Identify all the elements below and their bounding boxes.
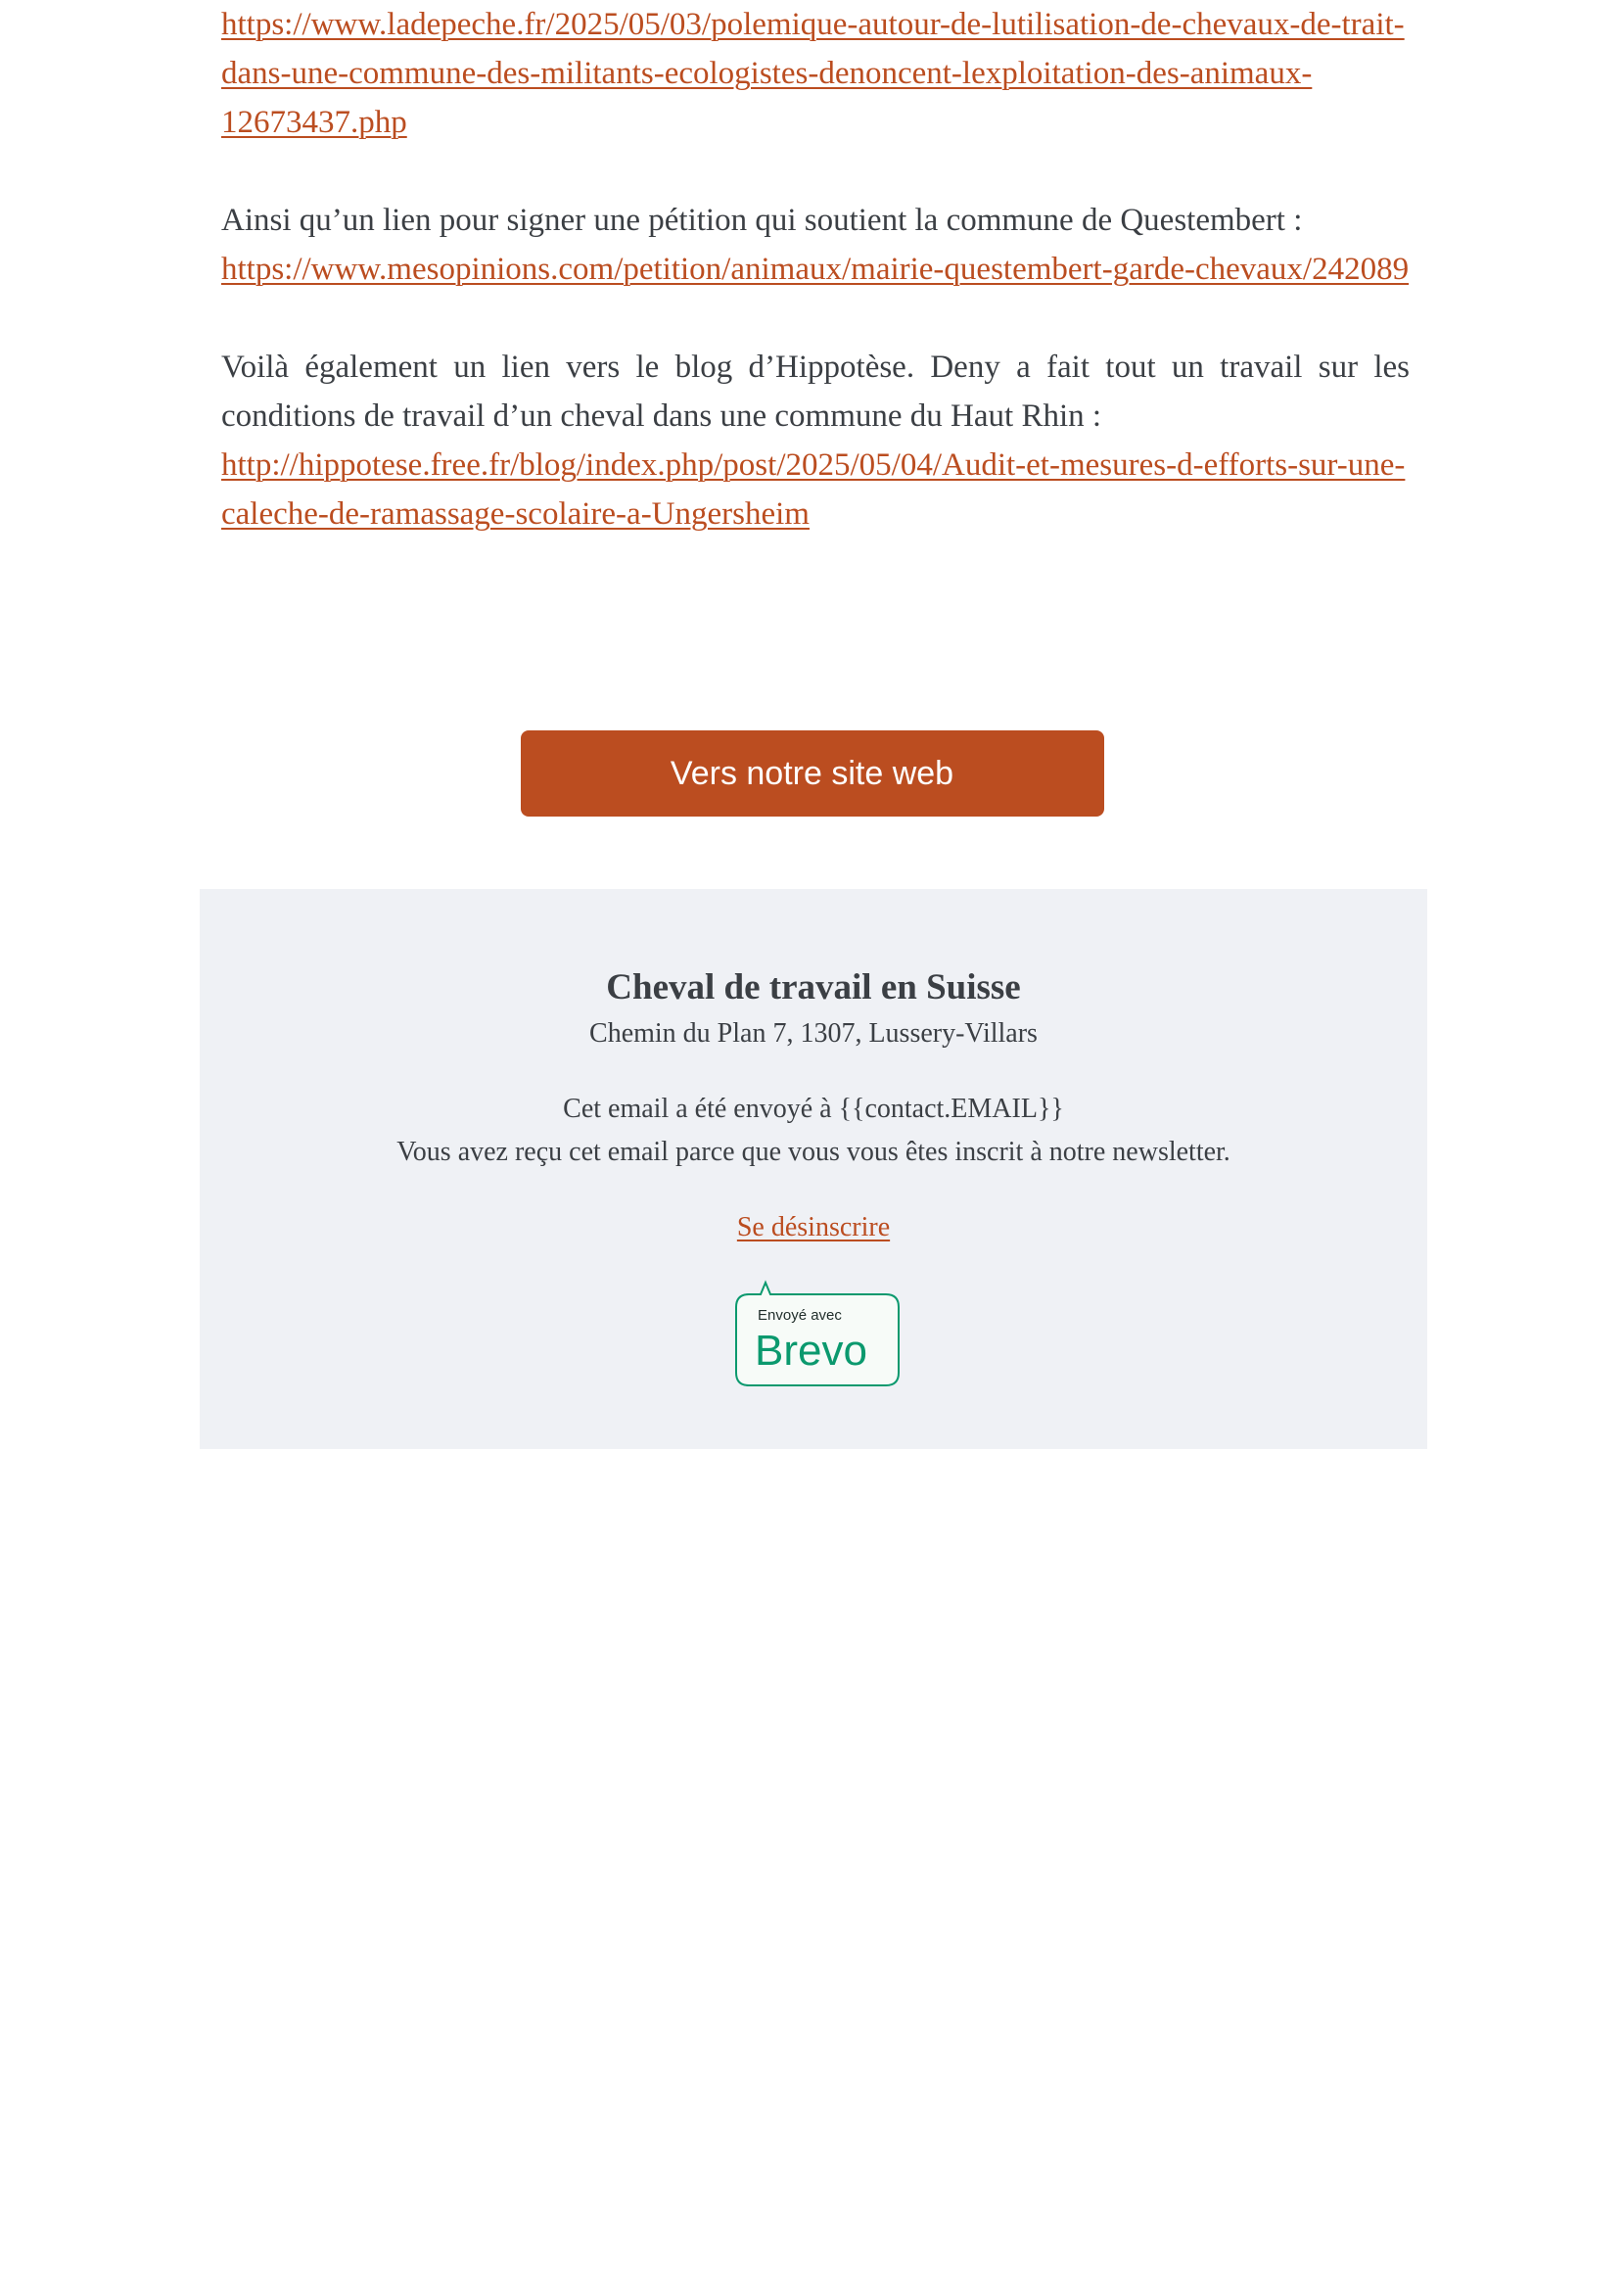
email-footer — [200, 889, 1427, 1449]
cta-container — [0, 730, 1624, 817]
unsubscribe-container — [200, 1208, 1427, 1247]
subscription-reason-text: Vous avez reçu cet email parce que vous vous êtes inscrit à notre newsletter. — [396, 1137, 1230, 1167]
unsubscribe-link[interactable]: Se désinscrire — [736, 1212, 891, 1242]
sent-to-text: Cet email a été envoyé à {{contact.EMAIL}} — [563, 1094, 1064, 1124]
petition-link[interactable]: https://www.mesopinions.com/petition/animaux/mairie-questembert-garde-chevaux/242089 — [221, 252, 1410, 287]
petition-intro-text: Ainsi qu’un lien pour signer une pétition qui soutient la commune de Questembert : — [221, 203, 1303, 238]
brevo-badge-brand: Brevo — [755, 1327, 867, 1375]
blog-intro-text: Voilà également un lien vers le blog d’Hippotèse. Deny a fait tout un travail sur les conditions de travail d’un cheval dans une commune du Haut Rhin : — [221, 350, 1410, 434]
website-button[interactable]: Vers notre site web — [521, 730, 1104, 817]
recipient-notice — [200, 1088, 1427, 1174]
ladepeche-article-link[interactable]: https://www.ladepeche.fr/2025/05/03/polemique-autour-de-lutilisation-de-chevaux-de-trait-dans-une-commune-des-militants-ecologistes-denoncent-lexploitation-des-animaux-12673437.php — [221, 7, 1405, 140]
email-body — [221, 0, 1410, 538]
petition-paragraph — [221, 196, 1410, 294]
article-paragraph-ladepeche — [221, 0, 1410, 147]
organization-address: Chemin du Plan 7, 1307, Lussery-Villars — [589, 1018, 1038, 1049]
organization-name: Cheval de travail en Suisse — [606, 967, 1021, 1007]
brevo-badge[interactable] — [733, 1279, 902, 1388]
brevo-badge-caption: Envoyé avec — [758, 1307, 842, 1324]
blog-paragraph — [221, 343, 1410, 538]
hippotese-blog-link[interactable]: http://hippotese.free.fr/blog/index.php/post/2025/05/04/Audit-et-mesures-d-efforts-sur-une-caleche-de-ramassage-scolaire-a-Ungersheim — [221, 447, 1406, 532]
